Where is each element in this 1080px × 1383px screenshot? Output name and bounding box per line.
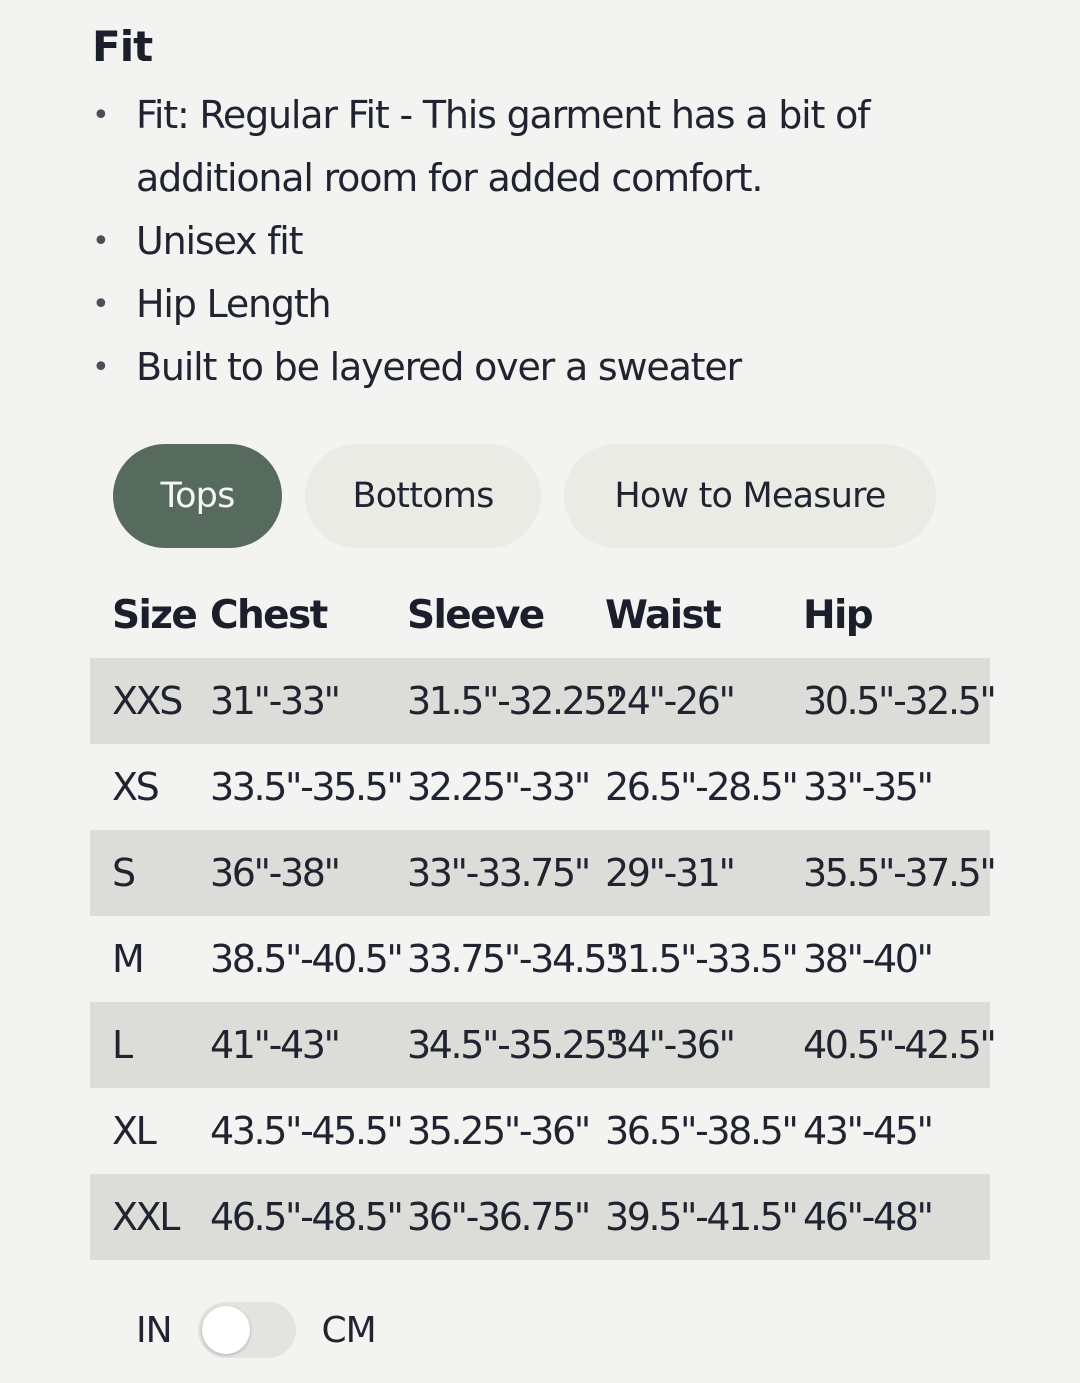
table-row bbox=[90, 1174, 990, 1260]
cell-chest: 43.5"-45.5" bbox=[210, 1109, 402, 1153]
cell-hip: 38"-40" bbox=[803, 937, 932, 981]
cell-chest: 38.5"-40.5" bbox=[210, 937, 402, 981]
cell-waist: 29"-31" bbox=[605, 851, 734, 895]
table-row bbox=[90, 1088, 990, 1174]
fit-bullet-text: Built to be layered over a sweater bbox=[136, 345, 741, 389]
size-chart-tabs bbox=[113, 444, 959, 548]
cell-sleeve: 36"-36.75" bbox=[407, 1195, 589, 1239]
bullet-icon: • bbox=[92, 98, 109, 133]
cell-waist: 34"-36" bbox=[605, 1023, 734, 1067]
cell-hip: 43"-45" bbox=[803, 1109, 932, 1153]
bullet-icon: • bbox=[92, 224, 109, 259]
tab-how-to-measure[interactable]: How to Measure bbox=[564, 444, 936, 548]
cell-waist: 39.5"-41.5" bbox=[605, 1195, 797, 1239]
fit-title: Fit bbox=[92, 22, 153, 71]
header-hip: Hip bbox=[803, 592, 873, 638]
cell-chest: 46.5"-48.5" bbox=[210, 1195, 402, 1239]
cell-chest: 33.5"-35.5" bbox=[210, 765, 402, 809]
tab-bottoms[interactable]: Bottoms bbox=[305, 444, 541, 548]
cell-size: XS bbox=[112, 765, 158, 809]
cell-chest: 31"-33" bbox=[210, 679, 339, 723]
tab-tops[interactable]: Tops bbox=[113, 444, 282, 548]
table-header-row bbox=[90, 572, 990, 658]
bullet-icon: • bbox=[92, 350, 109, 385]
cell-waist: 24"-26" bbox=[605, 679, 734, 723]
table-row bbox=[90, 830, 995, 916]
cell-hip: 33"-35" bbox=[803, 765, 932, 809]
unit-switch[interactable] bbox=[198, 1302, 296, 1358]
header-chest: Chest bbox=[210, 592, 327, 638]
size-chart-table bbox=[90, 572, 995, 1260]
cell-size: S bbox=[112, 851, 134, 895]
cell-sleeve: 33.75"-34.5" bbox=[407, 937, 621, 981]
fit-bullet-item bbox=[92, 273, 972, 336]
cell-sleeve: 35.25"-36" bbox=[407, 1109, 589, 1153]
cell-waist: 26.5"-28.5" bbox=[605, 765, 797, 809]
cell-sleeve: 32.25"-33" bbox=[407, 765, 589, 809]
cell-waist: 36.5"-38.5" bbox=[605, 1109, 797, 1153]
cell-waist: 31.5"-33.5" bbox=[605, 937, 797, 981]
bullet-icon: • bbox=[92, 287, 109, 322]
cell-size: XL bbox=[112, 1109, 155, 1153]
unit-toggle bbox=[136, 1302, 376, 1358]
cell-size: XXS bbox=[112, 679, 181, 723]
cell-sleeve: 34.5"-35.25" bbox=[407, 1023, 621, 1067]
cell-hip: 35.5"-37.5" bbox=[803, 851, 995, 895]
cell-sleeve: 33"-33.75" bbox=[407, 851, 589, 895]
fit-bullet-text: Unisex fit bbox=[136, 219, 303, 263]
header-waist: Waist bbox=[605, 592, 721, 638]
fit-bullet-text: Fit: Regular Fit - This garment has a bit of additional room for added comfort. bbox=[136, 93, 870, 200]
table-row bbox=[90, 658, 995, 744]
fit-bullet-list bbox=[92, 84, 972, 399]
cell-size: M bbox=[112, 937, 143, 981]
header-sleeve: Sleeve bbox=[407, 592, 544, 638]
header-size: Size bbox=[112, 592, 197, 638]
fit-bullet-item bbox=[92, 210, 972, 273]
cell-hip: 40.5"-42.5" bbox=[803, 1023, 995, 1067]
cell-hip: 46"-48" bbox=[803, 1195, 932, 1239]
table-row bbox=[90, 744, 990, 830]
table-row bbox=[90, 1002, 995, 1088]
cell-size: XXL bbox=[112, 1195, 179, 1239]
cell-chest: 41"-43" bbox=[210, 1023, 339, 1067]
table-row bbox=[90, 916, 990, 1002]
switch-knob[interactable] bbox=[202, 1306, 250, 1354]
cell-chest: 36"-38" bbox=[210, 851, 339, 895]
fit-bullet-text: Hip Length bbox=[136, 282, 331, 326]
cell-hip: 30.5"-32.5" bbox=[803, 679, 995, 723]
unit-label-in[interactable]: IN bbox=[136, 1309, 172, 1351]
unit-label-cm[interactable]: CM bbox=[321, 1309, 376, 1351]
cell-size: L bbox=[112, 1023, 131, 1067]
cell-sleeve: 31.5"-32.25" bbox=[407, 679, 621, 723]
fit-bullet-item bbox=[92, 336, 972, 399]
fit-bullet-item bbox=[92, 84, 972, 210]
